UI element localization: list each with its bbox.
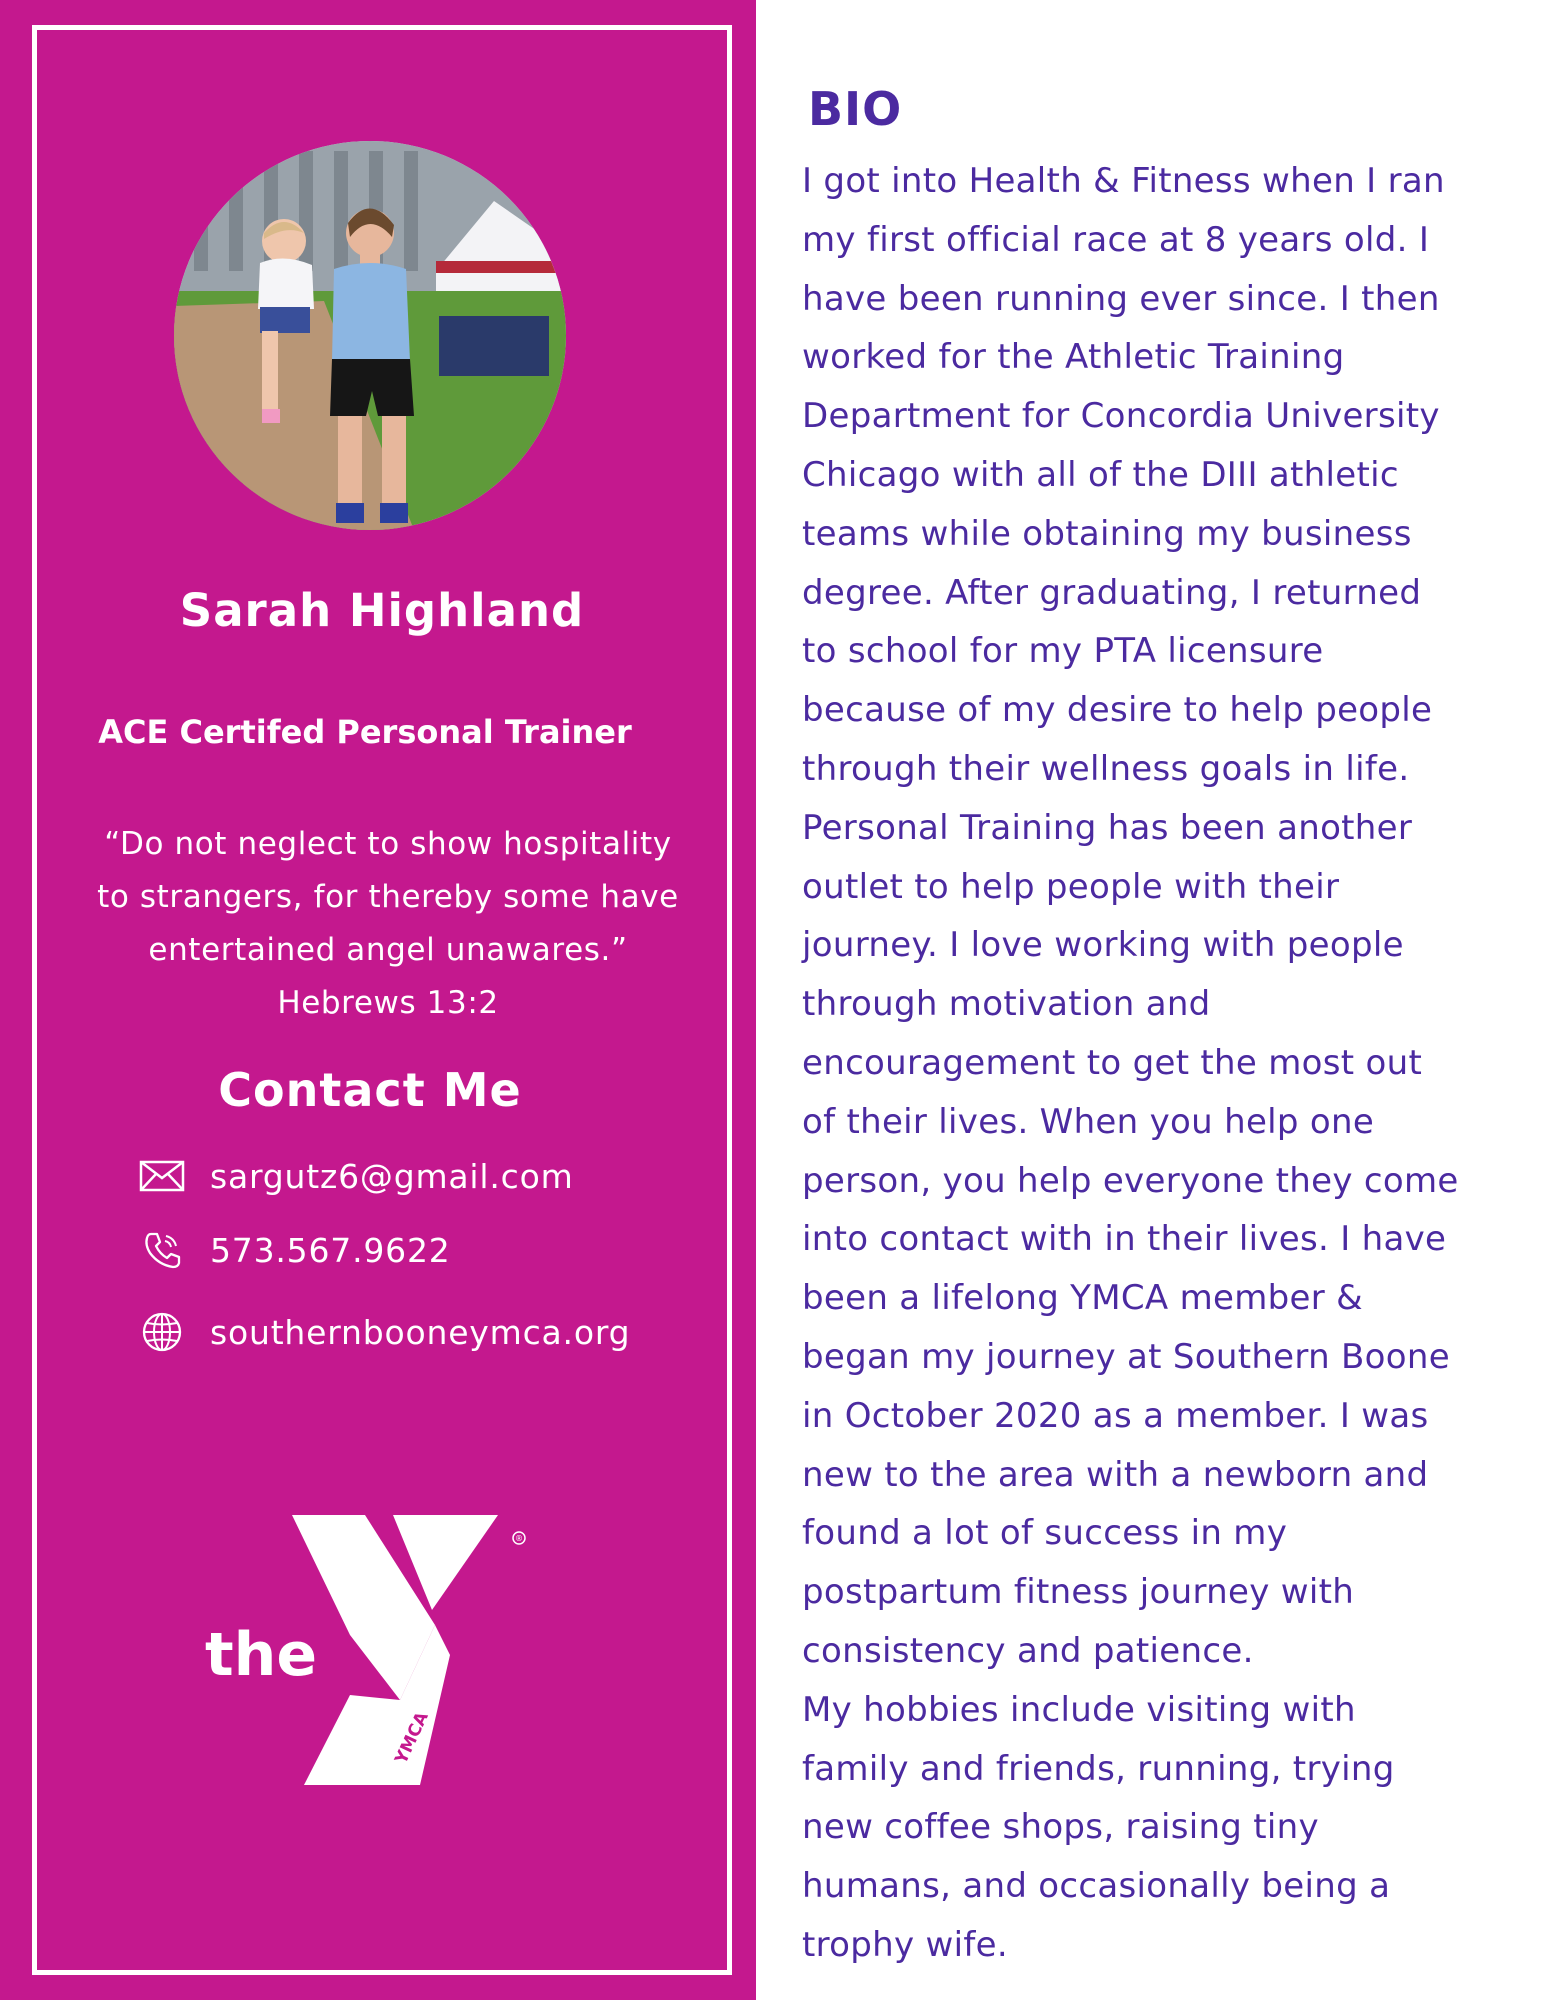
bio-line: because of my desire to help people: [802, 690, 1433, 731]
bio-line: new to the area with a newborn and: [802, 1454, 1429, 1495]
phone-icon: [134, 1228, 190, 1272]
bio-line: Department for Concordia University: [802, 396, 1440, 437]
contact-website[interactable]: southernbooneymca.org: [210, 1312, 631, 1352]
quote-line: “Do not neglect to show hospitality: [104, 826, 672, 862]
registered-mark: ®: [515, 1534, 523, 1543]
bio-line: degree. After graduating, I returned: [802, 572, 1422, 613]
bio-line: through motivation and: [802, 984, 1211, 1025]
bio-line: Personal Training has been another: [802, 807, 1413, 848]
bio-line: trophy wife.: [802, 1924, 1008, 1965]
bio-line: new coffee shops, raising tiny: [802, 1807, 1319, 1848]
trainer-title: ACE Certifed Personal Trainer: [98, 713, 632, 751]
bio-line: encouragement to get the most out: [802, 1042, 1423, 1083]
bio-line: of their lives. When you help one: [802, 1101, 1375, 1142]
contact-phone[interactable]: 573.567.9622: [210, 1230, 451, 1270]
globe-icon: [134, 1310, 190, 1354]
trainer-name: Sarah Highland: [179, 584, 585, 637]
contact-phone-row[interactable]: [134, 1225, 451, 1275]
bio-line: I got into Health & Fitness when I ran: [802, 161, 1445, 201]
bio-line: to school for my PTA licensure: [802, 631, 1324, 672]
bio-line: person, you help everyone they come: [802, 1160, 1459, 1201]
bio-line: consistency and patience.: [802, 1630, 1254, 1671]
bio-line: Chicago with all of the DIII athletic: [802, 454, 1399, 495]
quote-line: to strangers, for thereby some have: [97, 879, 679, 915]
bio-line: worked for the Athletic Training: [802, 337, 1345, 378]
quote-citation: Hebrews 13:2: [277, 985, 499, 1021]
bio-line: family and friends, running, trying: [802, 1748, 1395, 1789]
profile-panel: [0, 0, 756, 2000]
bio-line: began my journey at Southern Boone: [802, 1336, 1450, 1377]
contact-website-row[interactable]: [134, 1307, 630, 1357]
bio-line: been a lifelong YMCA member &: [802, 1278, 1363, 1319]
bio-line: journey. I love working with people: [802, 925, 1404, 966]
bio-line: into contact with in their lives. I have: [802, 1219, 1447, 1260]
bio-line: My hobbies include visiting with: [802, 1689, 1356, 1730]
logo-word: the: [205, 1620, 318, 1690]
ymca-logo: [200, 1515, 540, 1785]
bio-line: found a lot of success in my: [802, 1513, 1288, 1554]
bio-heading: BIO: [808, 82, 903, 136]
contact-email-row[interactable]: [134, 1151, 574, 1201]
contact-heading: Contact Me: [218, 1063, 522, 1117]
quote-line: entertained angel unawares.”: [148, 932, 628, 968]
bio-line: outlet to help people with their: [802, 866, 1340, 907]
bio-line: teams while obtaining my business: [802, 513, 1412, 554]
bio-line: my first official race at 8 years old. I: [802, 219, 1430, 260]
bio-line: in October 2020 as a member. I was: [802, 1395, 1429, 1436]
profile-photo: [174, 141, 566, 530]
contact-email[interactable]: sargutz6@gmail.com: [210, 1156, 574, 1196]
quote: [88, 818, 688, 1030]
profile-photo-illustration: [174, 141, 566, 530]
logo-mark: YMCA: [391, 1708, 433, 1768]
bio-line: through their wellness goals in life.: [802, 748, 1410, 789]
bio-line: humans, and occasionally being a: [802, 1866, 1391, 1907]
bio-text: [802, 152, 1522, 1975]
envelope-icon: [134, 1154, 190, 1198]
bio-line: postpartum fitness journey with: [802, 1572, 1355, 1613]
bio-line: have been running ever since. I then: [802, 278, 1440, 319]
